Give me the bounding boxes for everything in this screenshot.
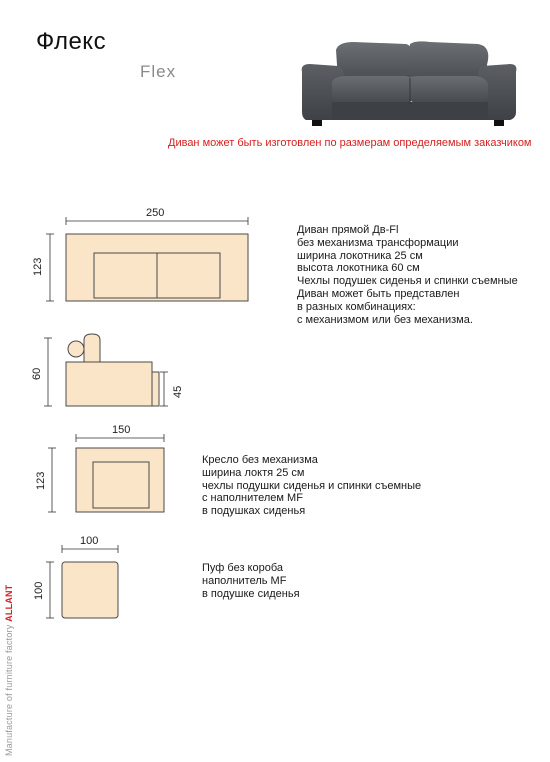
sofa-depth-label: 123 (32, 257, 44, 276)
armchair-width-label: 150 (112, 424, 131, 436)
sofa-width-label: 250 (146, 207, 165, 219)
desc-line: Чехлы подушек сиденья и спинки съемные (297, 275, 518, 288)
desc-line: Диван прямой Дв-Fl (297, 224, 399, 236)
desc-line: Кресло без механизма (202, 454, 318, 466)
desc-line: в подушке сиденья (202, 587, 300, 600)
pouf-width-label: 100 (80, 535, 99, 547)
desc-line: в разных комбинациях: (297, 300, 416, 313)
desc-line: высота локотника 60 см (297, 262, 420, 275)
manufacturer-footer (4, 585, 14, 756)
page-subtitle: Flex (140, 62, 177, 81)
armchair-depth-label: 123 (35, 471, 47, 490)
manufacturer-text: Manufacture of furniture factory (4, 624, 14, 756)
desc-line: без механизма трансформации (297, 236, 459, 249)
desc-line: в подушках сиденья (202, 505, 306, 518)
desc-line: с наполнителем MF (202, 492, 303, 505)
page-title: Флекс (36, 28, 107, 55)
desc-line: Диван может быть представлен (297, 287, 460, 300)
desc-line: с механизмом или без механизма. (297, 313, 473, 326)
sofa-height-label: 60 (31, 367, 43, 380)
pouf-outline (62, 562, 118, 618)
desc-line: Пуф без короба (202, 562, 283, 574)
desc-line: наполнитель MF (202, 574, 287, 587)
desc-line: ширина локотника 25 см (297, 249, 423, 262)
pouf-depth-label: 100 (33, 581, 45, 600)
brand-name: ALLANT (4, 584, 14, 622)
pouf-description (202, 562, 300, 600)
desc-line: чехлы подушки сиденья и спинки съемные (202, 479, 422, 492)
custom-size-notice: Диван может быть изготовлен по размерам определяемым заказчиком (168, 137, 532, 149)
sofa-seat-height-label: 45 (172, 385, 184, 398)
desc-line: ширина локтя 25 см (202, 466, 305, 479)
